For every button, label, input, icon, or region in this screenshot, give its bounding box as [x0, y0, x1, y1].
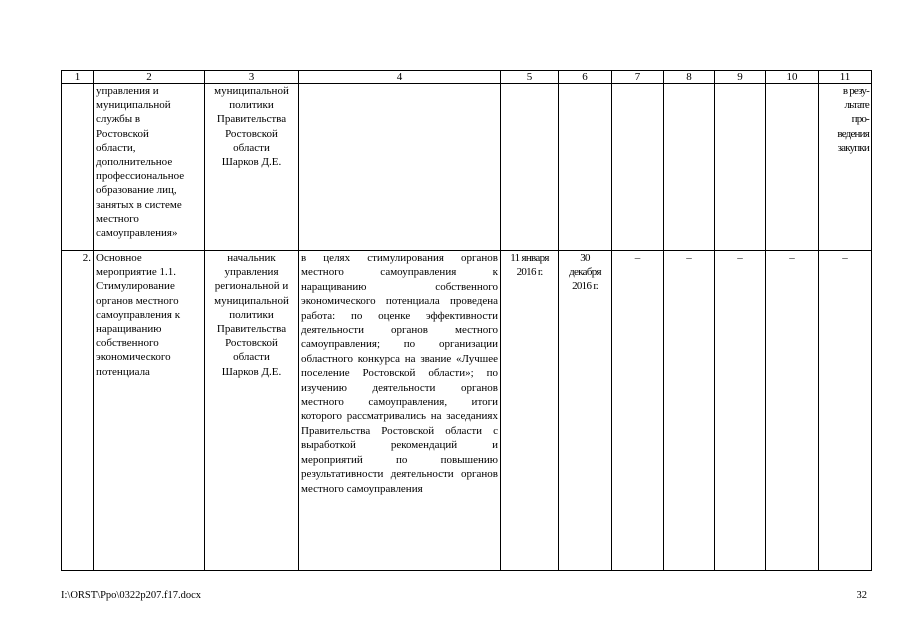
cell-line: самоуправления» — [96, 227, 178, 240]
header-cell: 6 — [559, 71, 612, 84]
footer-file-path: I:\ORST\Ppo\0322p207.f17.docx — [61, 590, 202, 601]
main-table — [61, 70, 872, 571]
header-cell: 5 — [501, 71, 559, 84]
dash-cell: – — [715, 251, 766, 571]
cell-line: 11 января — [510, 252, 549, 264]
data-cell — [766, 84, 819, 251]
cell-line: области — [233, 351, 270, 364]
cell-line: управления и — [96, 85, 159, 97]
result-cell — [299, 84, 501, 251]
table-row — [62, 251, 872, 571]
row-number-cell: 2. — [62, 251, 94, 571]
cell-line: ведения — [837, 127, 869, 140]
cell-line: Ростовской — [225, 127, 278, 140]
cell-line: 30 — [580, 252, 590, 264]
cell-line: органов местного — [96, 294, 179, 307]
header-cell: 11 — [819, 71, 872, 84]
header-cell: 3 — [205, 71, 299, 84]
cell-line: управления — [224, 266, 279, 279]
cell-line: занятых в системе — [96, 198, 182, 211]
cell-line: начальник — [227, 252, 276, 264]
header-row — [62, 71, 872, 84]
end-date-cell — [559, 251, 612, 571]
cell-line: политики — [229, 99, 274, 112]
start-date-cell — [501, 84, 559, 251]
cell-line: Правительства — [216, 323, 287, 336]
cell-line: Ростовской — [96, 127, 149, 140]
data-cell — [664, 84, 715, 251]
cell-line: муниципальной — [214, 85, 289, 97]
responsible-cell — [205, 251, 299, 571]
cell-line: области — [233, 141, 270, 154]
result-cell: в целях стимулирования органов местного самоуправления к наращиванию собственного экономического потенциала проведена работа: по оценке эффективности деятельности органов местного самоуправления; по организации областного конкурса на звание «Лучшее поселение Ростовской области»; по изучению деятельности органов местного самоуправления, итоги которого рассматривались на заседаниях Правительства Ростовской области с выработкой рекомендаций и мероприятий по повышению результативности деятельности органов местного самоуправления — [299, 251, 501, 571]
cell-line: наращиванию — [96, 323, 162, 336]
end-date-cell — [559, 84, 612, 251]
event-name-cell — [94, 251, 205, 571]
cell-line: региональной и — [214, 280, 289, 293]
cell-line: декабря — [569, 266, 601, 279]
cell-line: в резу- — [842, 85, 869, 97]
cell-line: Шарков Д.Е. — [221, 156, 282, 169]
cell-line: потенциала — [96, 365, 150, 378]
cell-line: муниципальной — [96, 99, 171, 112]
start-date-cell — [501, 251, 559, 571]
cell-line: образование лиц, — [96, 184, 177, 197]
dash-cell: – — [819, 251, 872, 571]
cell-line: собственного — [96, 337, 159, 350]
cell-line: Основное — [96, 252, 142, 264]
cell-line: самоуправления к — [96, 308, 181, 321]
cell-line: муниципальной — [214, 294, 289, 307]
cell-line: 2016 г. — [572, 280, 598, 293]
cell-line: 2016 г. — [516, 266, 543, 279]
dash-cell: – — [766, 251, 819, 571]
cell-line: области, — [96, 141, 136, 154]
header-cell: 2 — [94, 71, 205, 84]
header-cell: 7 — [612, 71, 664, 84]
footer-page-number: 32 — [856, 590, 867, 601]
cell-line: мероприятие 1.1. — [96, 266, 177, 279]
cell-line: местного — [96, 212, 139, 225]
cell-line: про- — [851, 113, 869, 126]
cell-line: службы в — [96, 113, 141, 126]
cell-line: закупки — [837, 141, 869, 154]
row-number-cell — [62, 84, 94, 251]
cell-line: экономического — [96, 351, 171, 364]
header-cell: 1 — [62, 71, 94, 84]
cell-line: Стимулирование — [96, 280, 175, 293]
header-cell: 10 — [766, 71, 819, 84]
cell-line: политики — [229, 308, 274, 321]
cell-line: дополнительное — [96, 156, 173, 169]
responsible-cell — [205, 84, 299, 251]
cell-line: профессиональное — [96, 170, 185, 183]
reason-cell — [819, 84, 872, 251]
cell-line: Шарков Д.Е. — [221, 365, 282, 378]
header-cell: 8 — [664, 71, 715, 84]
event-name-cell — [94, 84, 205, 251]
table-row — [62, 84, 872, 251]
data-cell — [715, 84, 766, 251]
dash-cell: – — [664, 251, 715, 571]
data-cell — [612, 84, 664, 251]
header-cell: 4 — [299, 71, 501, 84]
header-cell: 9 — [715, 71, 766, 84]
cell-line: льтате — [844, 99, 869, 112]
cell-line: Ростовской — [225, 337, 278, 350]
dash-cell: – — [612, 251, 664, 571]
cell-line: Правительства — [216, 113, 287, 126]
